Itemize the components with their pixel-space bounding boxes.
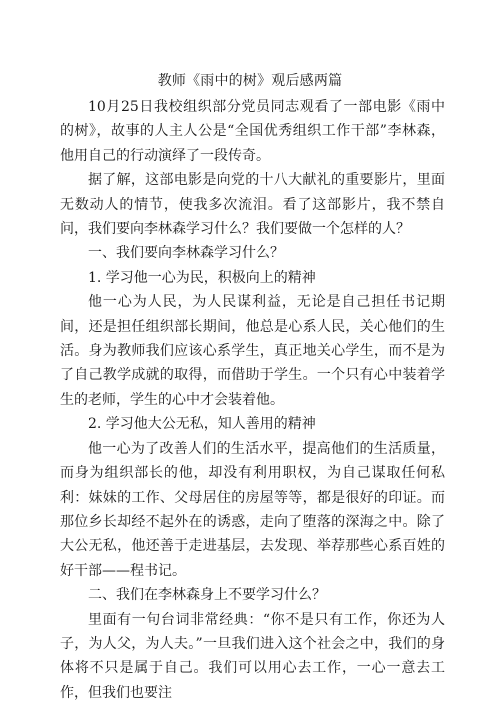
paragraph-background: 据了解，这部电影是向党的十八大献礼的重要影片，里面无数动人的情节，使我多次流泪。看了这部影片，我不禁自问，我们要向李林森学习什么？我们要做一个怎样的人？ [60,172,445,238]
paragraph-intro: 10月25日我校组织部分党员同志观看了一部电影《雨中的树》，故事的人主人公是“全国优秀组织工作干部”李林森，他用自己的行动演绎了一段传奇。 [60,99,445,164]
paragraph-serve-people: 他一心为人民，为人民谋利益，无论是自己担任书记期间，还是担任组织部长期间，他总是心系人民，关心他们的生活。身为教师我们应该心系学生，真正地关心学生，而不是为了自己教学成就的取得，而借助于学生。一个只有心中装着学生的老师，学生的心中才会装着他。 [60,294,445,408]
subheading-two: 2. 学习他大公无私，知人善用的精神 [88,416,316,433]
paragraph-selfless: 他一心为了改善人们的生活水平，提高他们的生活质量，而身为组织部长的他，却没有利用职权，为自己谋取任何私利：妹妹的工作、父母居住的房屋等等，都是很好的印证。而那位乡长却经不起外在的诱惑，走向了堕落的深海之中。除了大公无私，他还善于走进基层，去发现、举荐那些心系百姓的好干部——程书记。 [60,440,445,579]
section-heading-two: 二、我们在李林森身上不要学习什么？ [88,587,326,604]
paragraph-quote: 里面有一句台词非常经典：“你不是只有工作，你还为人子，为人父，为人夫。”一旦我们进入这个社会之中，我们的身体将不只是属于自己。我们可以用心去工作，一心一意去工作，但我们也要注 [60,611,445,701]
document-body [60,95,445,705]
subheading-one: 1. 学习他一心为民，积极向上的精神 [88,269,316,286]
document-title: 教师《雨中的树》观后感两篇 [157,73,343,89]
section-heading-one: 一、我们要向李林森学习什么？ [88,245,284,262]
